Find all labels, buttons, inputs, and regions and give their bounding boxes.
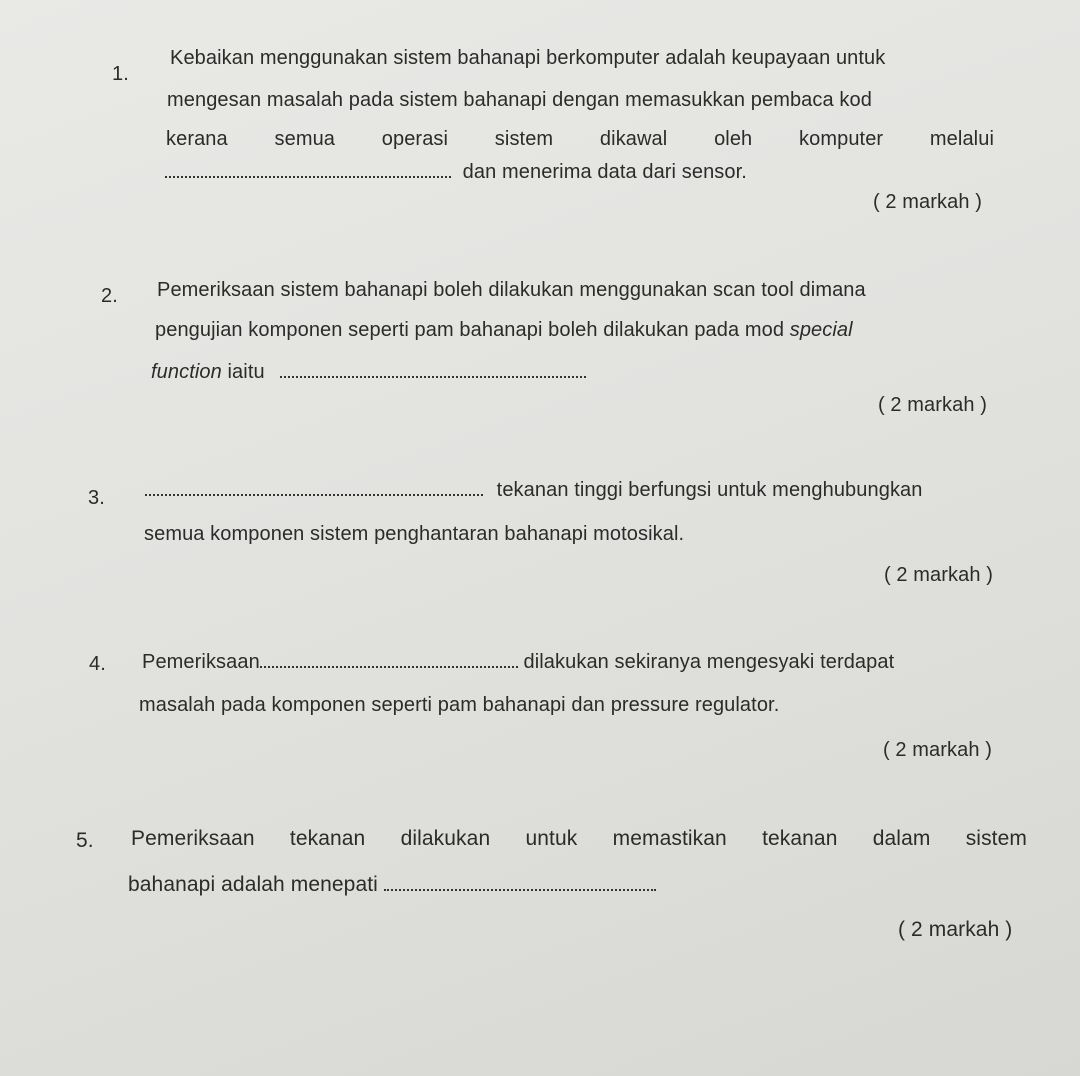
q1-line-4 bbox=[165, 160, 747, 184]
q3-line-1-text: tekanan tinggi berfungsi untuk menghubungkan bbox=[496, 479, 923, 501]
q1-line-4-text: dan menerima data dari sensor. bbox=[462, 161, 747, 183]
q3-line-1 bbox=[145, 478, 923, 502]
q3-marks: ( 2 markah ) bbox=[884, 564, 994, 586]
q1-word: semua bbox=[274, 128, 336, 150]
q4-marks: ( 2 markah ) bbox=[883, 739, 993, 761]
q1-word: kerana bbox=[166, 128, 228, 150]
q4-line-1-after: dilakukan sekiranya mengesyaki terdapat bbox=[517, 651, 895, 673]
q2-line-3 bbox=[151, 360, 586, 384]
q5-word: sistem bbox=[965, 827, 1027, 850]
q1-line-1: Kebaikan menggunakan sistem bahanapi berkomputer adalah keupayaan untuk bbox=[170, 47, 886, 69]
q1-number: 1. bbox=[112, 63, 129, 85]
q5-answer-blank[interactable] bbox=[384, 873, 656, 891]
q1-word: melalui bbox=[929, 128, 994, 150]
q1-word: dikawal bbox=[599, 128, 668, 150]
q1-word: komputer bbox=[799, 128, 884, 150]
q2-number: 2. bbox=[101, 285, 118, 307]
q1-line-3 bbox=[166, 127, 994, 151]
q1-word: operasi bbox=[381, 128, 449, 150]
q5-word: untuk bbox=[525, 827, 578, 850]
q5-line-2-text: bahanapi adalah menepati bbox=[128, 873, 384, 896]
q4-number: 4. bbox=[89, 653, 106, 675]
q2-line-3-italic: function bbox=[151, 361, 222, 383]
q4-line-2: masalah pada komponen seperti pam bahanapi dan pressure regulator. bbox=[139, 694, 780, 716]
q1-answer-blank[interactable] bbox=[165, 160, 451, 178]
q5-word: dalam bbox=[872, 827, 931, 850]
q3-line-2: semua komponen sistem penghantaran bahanapi motosikal. bbox=[144, 523, 685, 545]
q5-word: tekanan bbox=[762, 827, 838, 850]
q5-word: dilakukan bbox=[400, 827, 491, 850]
q1-word: sistem bbox=[494, 128, 554, 150]
q2-line-2-text: pengujian komponen seperti pam bahanapi boleh dilakukan pada mod bbox=[155, 319, 790, 341]
q2-line-2 bbox=[155, 318, 853, 342]
q5-word: memastikan bbox=[612, 827, 727, 850]
q5-line-1 bbox=[131, 827, 1027, 851]
q5-marks: ( 2 markah ) bbox=[898, 918, 1013, 941]
q2-marks: ( 2 markah ) bbox=[878, 394, 988, 416]
q2-line-2-italic: special bbox=[789, 319, 853, 341]
q3-number: 3. bbox=[88, 487, 105, 509]
q5-line-2 bbox=[128, 873, 656, 897]
q1-word: oleh bbox=[714, 128, 753, 150]
q1-line-2: mengesan masalah pada sistem bahanapi dengan memasukkan pembaca kod bbox=[167, 89, 872, 111]
q4-line-1 bbox=[142, 650, 894, 674]
q3-answer-blank[interactable] bbox=[145, 478, 483, 496]
q4-answer-blank[interactable] bbox=[260, 650, 518, 668]
q1-marks: ( 2 markah ) bbox=[873, 191, 983, 213]
q5-word: Pemeriksaan bbox=[131, 827, 255, 850]
q2-answer-blank[interactable] bbox=[280, 360, 586, 378]
q2-line-3-text: iaitu bbox=[221, 361, 265, 383]
q2-line-1: Pemeriksaan sistem bahanapi boleh dilakukan menggunakan scan tool dimana bbox=[157, 279, 866, 301]
q5-number: 5. bbox=[76, 829, 94, 852]
q4-line-1-before: Pemeriksaan bbox=[142, 651, 260, 673]
q5-word: tekanan bbox=[289, 827, 366, 850]
